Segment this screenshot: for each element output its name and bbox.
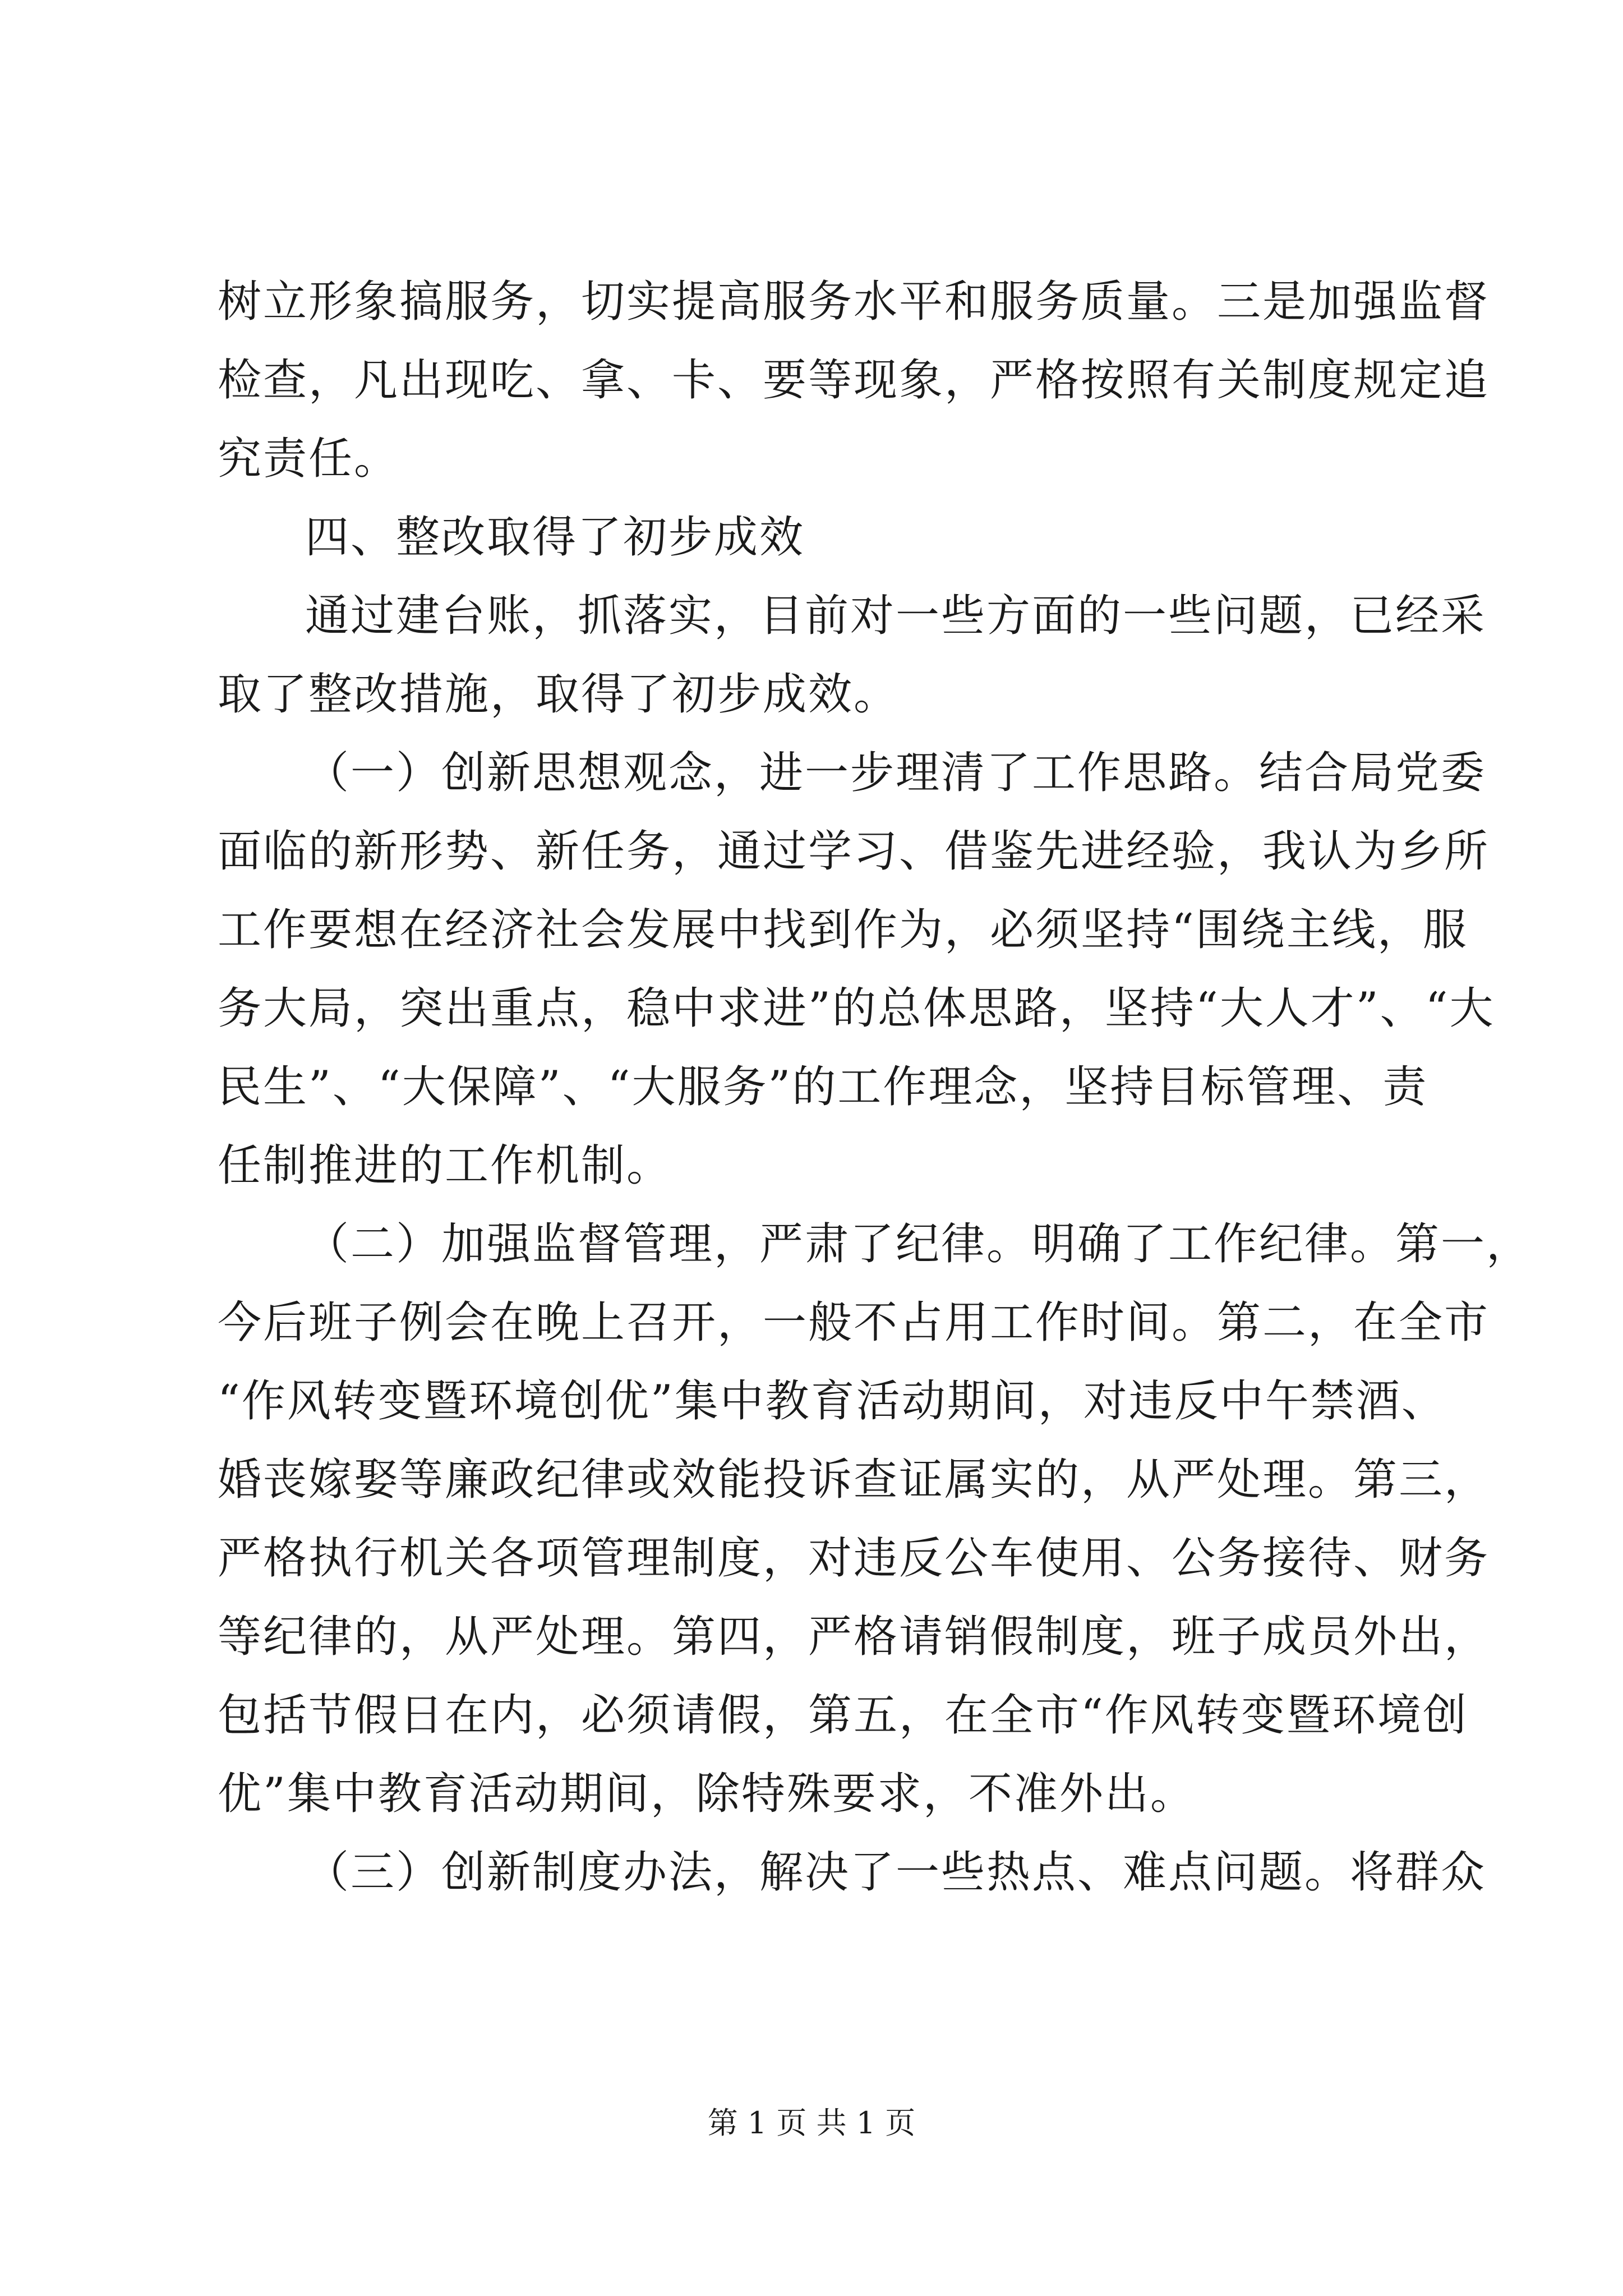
- text-line: 严格执行机关各项管理制度，对违反公车使用、公务接待、财务: [218, 1533, 1490, 1584]
- document-body: [218, 263, 1532, 1912]
- text-line: 树立形象搞服务，切实提高服务水平和服务质量。三是加强监督: [218, 277, 1490, 327]
- text-line: 检查，凡出现吃、拿、卡、要等现象，严格按照有关制度规定追: [218, 355, 1490, 406]
- text-line: 包括节假日在内，必须请假，第五，在全市“作风转变暨环境创: [218, 1690, 1468, 1741]
- subsection-line: （三）创新制度办法，解决了一些热点、难点问题。将群众: [305, 1847, 1487, 1898]
- text-line: 取了整改措施，取得了初步成效。: [218, 669, 900, 720]
- text-line: 任制推进的工作机制。: [218, 1140, 672, 1191]
- section-heading: 四、整改取得了初步成效: [305, 512, 805, 563]
- text-line: 今后班子例会在晚上召开，一般不占用工作时间。第二，在全市: [218, 1297, 1490, 1348]
- text-line: 婚丧嫁娶等廉政纪律或效能投诉查证属实的，从严处理。第三，: [218, 1455, 1490, 1505]
- text-line: 通过建台账，抓落实，目前对一些方面的一些问题，已经采: [305, 591, 1487, 641]
- text-line: 民生”、“大保障”、“大服务”的工作理念，坚持目标管理、责: [218, 1062, 1428, 1112]
- subsection-line: （一）创新思想观念，进一步理清了工作思路。结合局党委: [305, 748, 1487, 798]
- text-line: 究责任。: [218, 434, 400, 484]
- text-line: 等纪律的，从严处理。第四，严格请销假制度，班子成员外出，: [218, 1612, 1490, 1662]
- page-footer: 第 1 页 共 1 页: [707, 2105, 916, 2141]
- text-line: 工作要想在经济社会发展中找到作为，必须坚持“围绕主线，服: [218, 905, 1468, 955]
- text-line: 务大局，突出重点，稳中求进”的总体思路，坚持“大人才”、“大: [218, 983, 1495, 1034]
- text-line: 面临的新形势、新任务，通过学习、借鉴先进经验，我认为乡所: [218, 826, 1490, 877]
- text-line: 优”集中教育活动期间，除特殊要求，不准外出。: [218, 1769, 1196, 1819]
- subsection-line: （二）加强监督管理，严肃了纪律。明确了工作纪律。第一，: [305, 1219, 1532, 1269]
- text-line: “作风转变暨环境创优”集中教育活动期间，对违反中午禁酒、: [218, 1376, 1447, 1427]
